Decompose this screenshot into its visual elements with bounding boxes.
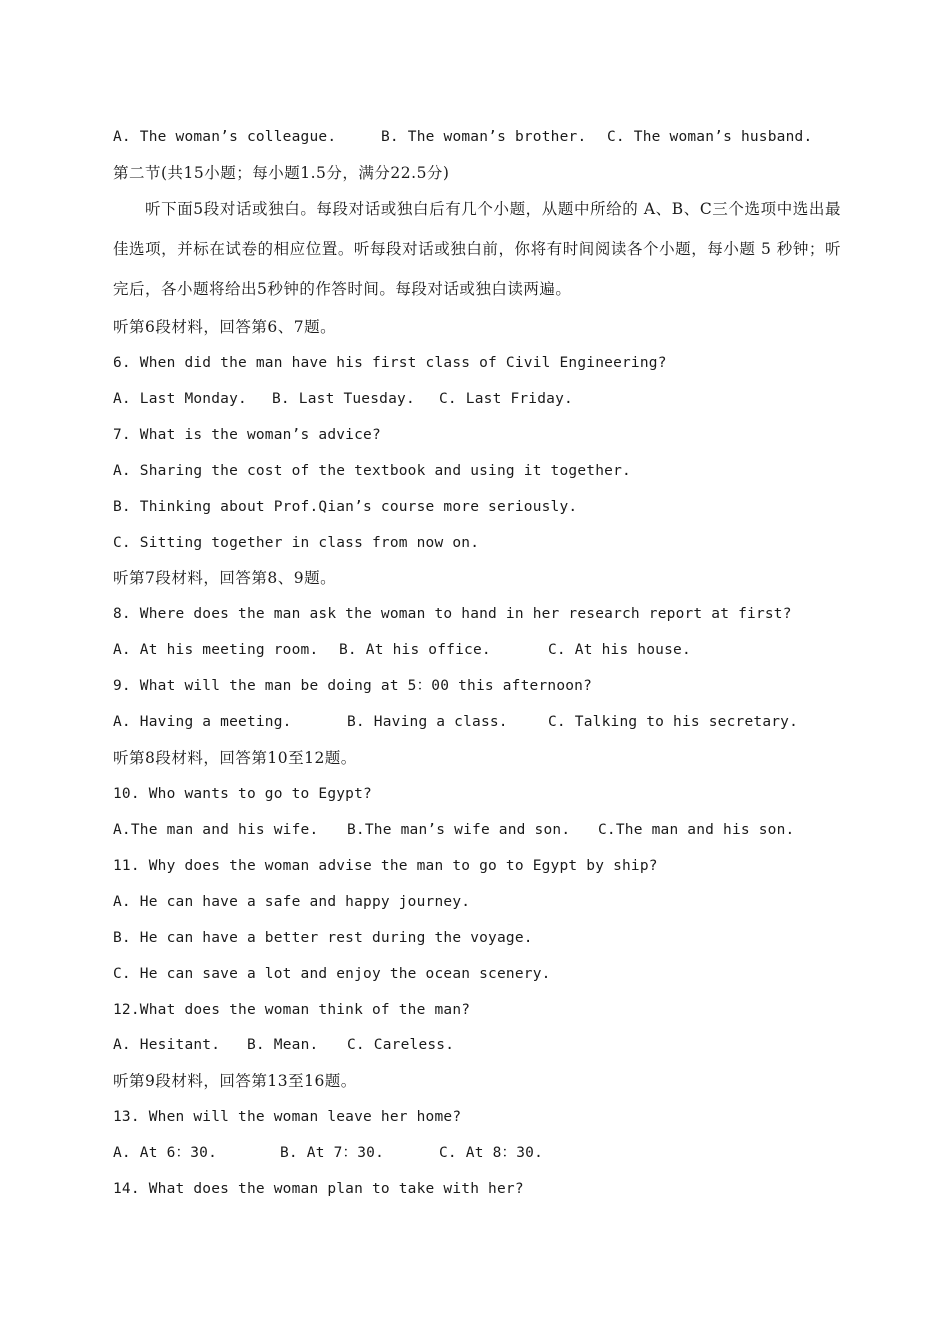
q5-option-a: A. The woman’s colleague. — [113, 129, 337, 145]
q13-option-c: C. At 8：30. — [439, 1145, 543, 1161]
q10-option-a: A.The man and his wife. — [113, 822, 319, 838]
question-9: 9. What will the man be doing at 5：00 this afternoon? — [113, 678, 593, 694]
q9-option-a: A. Having a meeting. — [113, 714, 292, 730]
q11-option-b: B. He can have a better rest during the voyage. — [113, 930, 533, 946]
question-14: 14. What does the woman plan to take with her? — [113, 1181, 524, 1197]
question-10: 10. Who wants to go to Egypt? — [113, 786, 372, 802]
q5-option-c: C. The woman’s husband. — [607, 129, 813, 145]
question-12: 12.What does the woman think of the man? — [113, 1002, 471, 1018]
q8-option-b: B. At his office. — [339, 642, 491, 658]
q9-option-b: B. Having a class. — [347, 714, 508, 730]
question-8: 8. Where does the man ask the woman to hand in her research report at first? — [113, 606, 792, 622]
q10-option-b: B.The man’s wife and son. — [347, 822, 571, 838]
q7-option-c: C. Sitting together in class from now on. — [113, 535, 480, 551]
question-7: 7. What is the woman’s advice? — [113, 427, 381, 443]
q6-option-b: B. Last Tuesday. — [272, 391, 415, 407]
material6-header: 听第6段材料，回答第6、7题。 — [113, 318, 337, 336]
material7-header: 听第7段材料，回答第8、9题。 — [113, 569, 337, 587]
q11-option-a: A. He can have a safe and happy journey. — [113, 894, 471, 910]
material9-header: 听第9段材料，回答第13至16题。 — [113, 1072, 357, 1090]
question-13: 13. When will the woman leave her home? — [113, 1109, 462, 1125]
q5-option-b: B. The woman’s brother. — [381, 129, 587, 145]
section2-header: 第二节(共15小题；每小题1.5分，满分22.5分) — [113, 164, 450, 182]
q9-option-c: C. Talking to his secretary. — [548, 714, 799, 730]
material8-header: 听第8段材料，回答第10至12题。 — [113, 749, 357, 767]
q7-option-a: A. Sharing the cost of the textbook and using it together. — [113, 463, 631, 479]
q7-option-b: B. Thinking about Prof.Qian’s course more seriously. — [113, 499, 578, 515]
q13-option-a: A. At 6：30. — [113, 1145, 217, 1161]
q6-option-c: C. Last Friday. — [439, 391, 573, 407]
q8-option-c: C. At his house. — [548, 642, 691, 658]
q10-option-c: C.The man and his son. — [598, 822, 795, 838]
q8-option-a: A. At his meeting room. — [113, 642, 319, 658]
q11-option-c: C. He can save a lot and enjoy the ocean scenery. — [113, 966, 551, 982]
q13-option-b: B. At 7：30. — [280, 1145, 384, 1161]
q6-option-a: A. Last Monday. — [113, 391, 247, 407]
q12-option-c: C. Careless. — [347, 1037, 455, 1053]
question-11: 11. Why does the woman advise the man to go to Egypt by ship? — [113, 858, 658, 874]
q12-option-a: A. Hesitant. — [113, 1037, 221, 1053]
question-6: 6. When did the man have his first class of Civil Engineering? — [113, 355, 667, 371]
q12-option-b: B. Mean. — [247, 1037, 319, 1053]
instructions-paragraph: 听下面5段对话或独白。每段对话或独白后有几个小题，从题中所给的 A、B、C三个选项中选出最佳选项，并标在试卷的相应位置。听每段对话或独白前，你将有时间阅读各个小题，每小题 5 秒钟；听完后，各小题将给出5秒钟的作答时间。每段对话或独白读两遍。 — [113, 200, 841, 298]
